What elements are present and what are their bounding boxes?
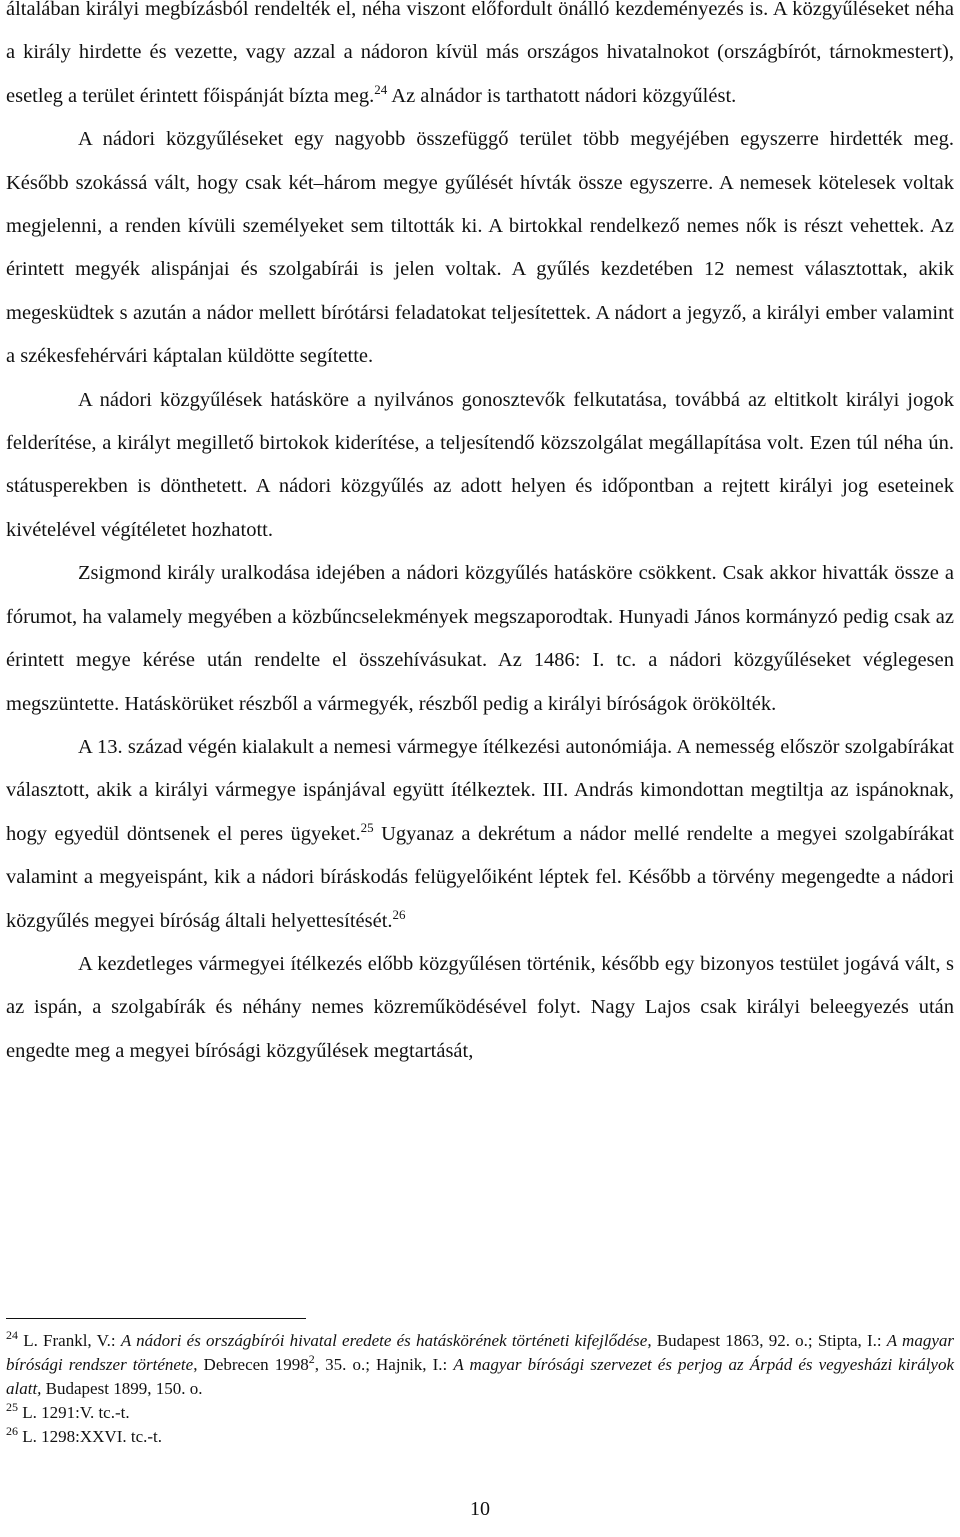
text-run: Budapest 1899, 150. o. (41, 1379, 203, 1398)
paragraph (6, 0, 954, 118)
italic-title: A nádori és országbírói hivatal eredete és hatáskörének történeti kifejlődése, (120, 1331, 652, 1350)
footnote-reference: 24 (6, 1328, 18, 1342)
footnote (6, 1425, 954, 1449)
footnote-reference: 26 (6, 1424, 18, 1438)
text-run: L. Frankl, V.: (18, 1331, 121, 1350)
footnote-reference: 25 (360, 819, 374, 835)
footnote-reference: 26 (392, 906, 406, 922)
footnote-reference: 2 (308, 1352, 315, 1366)
paragraph (6, 552, 954, 726)
paragraph (6, 118, 954, 378)
text-run: A nádori közgyűlések hatásköre a nyilvános gonosztevők felkutatása, továbbá az eltitkolt királyi jogok felderítése, a királyt megillető birtokok kiderítése, a teljesítendő közszolgálat megállapítása volt. Ezen túl néha ún. státusperekben is dönthetett. A nádori közgyűlés az adott helyen és időpontban a rejtett királyi jog eseteinek kivételével végítéletet hozhatott. (6, 388, 954, 541)
text-run: A nádori közgyűléseket egy nagyobb összefüggő terület több megyéjében egyszerre hirdették meg. Később szokássá vált, hogy csak két–három megye gyűlését hívták össze egyszerre. A nemesek kötelesek voltak megjelenni, a renden kívüli személyeket sem tiltották ki. A birtokkal rendelkező nemes nők is részt vehettek. Az érintett megyék alispánjai és szolgabírái is jelen voltak. A gyűlés kezdetében 12 nemest választottak, akik megesküdtek s azután a nádor mellett bírótársi feladatokat teljesítettek. A nádort a jegyző, a királyi ember valamint a székesfehérvári káptalan küldötte segítette. (6, 128, 954, 368)
text-run: , Debrecen 1998 (193, 1355, 309, 1374)
text-run: Budapest 1863, 92. o.; Stipta, I.: (651, 1331, 887, 1350)
footnotes (6, 1329, 954, 1449)
text-run: , 35. o.; Hajnik, I.: (314, 1355, 454, 1374)
paragraph (6, 943, 954, 1073)
text-run: L. 1298:XXVI. tc.-t. (18, 1427, 163, 1446)
text-run: A kezdetleges vármegyei ítélkezés előbb közgyűlésen történik, később egy bizonyos testület jogává vált, s az ispán, a szolgabírák és néhány nemes közreműködésével folyt. Nagy Lajos csak királyi beleegyezés után engedte meg a megyei bírósági közgyűlések megtartását, (6, 952, 954, 1062)
paragraph (6, 379, 954, 553)
text-run: Az alnádor is tarthatott nádori közgyűlést. (387, 84, 737, 107)
body-text (6, 0, 954, 1073)
text-run: általában királyi megbízásból rendelték el, néha viszont előfordult önálló kezdeményezés is. A közgyűléseket néha a király hirdette és vezette, vagy azzal a nádoron kívül más országos hivatalnokot (országbírót, tárnokmestert), esetleg a terület érintett főispánját bízta meg. (6, 0, 954, 107)
italic-title: A magyar bírósági szervezet és perjog az Árpád és vegyesházi királyok alatt, (6, 1355, 955, 1398)
footnote (6, 1329, 954, 1401)
text-run: A 13. század végén kialakult a nemesi vármegye ítélkezési autonómiája. A nemesség először szolgabírákat választott, akik a királyi vármegye ispánjával együtt ítélkeztek. III. András kimondottan megtiltja az ispánoknak, hogy egyedül döntsenek el peres ügyeket. (6, 735, 954, 845)
footnote-separator (6, 1318, 306, 1319)
text-run: L. 1291:V. tc.-t. (18, 1403, 130, 1422)
page-number: 10 (470, 1498, 490, 1520)
footnote (6, 1401, 954, 1425)
text-run: Ugyanaz a dekrétum a nádor mellé rendelte a megyei szolgabírákat valamint a megyeispánt, kik a nádori bíráskodás felügyelőiként léptek fel. Később a törvény megengedte a nádori közgyűlés megyei bíróság általi helyettesítését. (6, 822, 954, 932)
italic-title: A magyar bírósági rendszer története (6, 1331, 954, 1374)
paragraph (6, 726, 954, 943)
text-run: Zsigmond király uralkodása idejében a nádori közgyűlés hatásköre csökkent. Csak akkor hivatták össze a fórumot, ha valamely megyében a közbűncselekmények megszaporodtak. Hunyadi János kormányzó pedig csak az érintett megye kérése után rendelte el összehívásukat. Az 1486: I. tc. a nádori közgyűléseket véglegesen megszüntette. Hatáskörüket részből a vármegyék, részből pedig a királyi bíróságok örökölték. (6, 562, 954, 715)
footnote-reference: 25 (6, 1400, 18, 1414)
footnote-reference: 24 (374, 81, 388, 97)
